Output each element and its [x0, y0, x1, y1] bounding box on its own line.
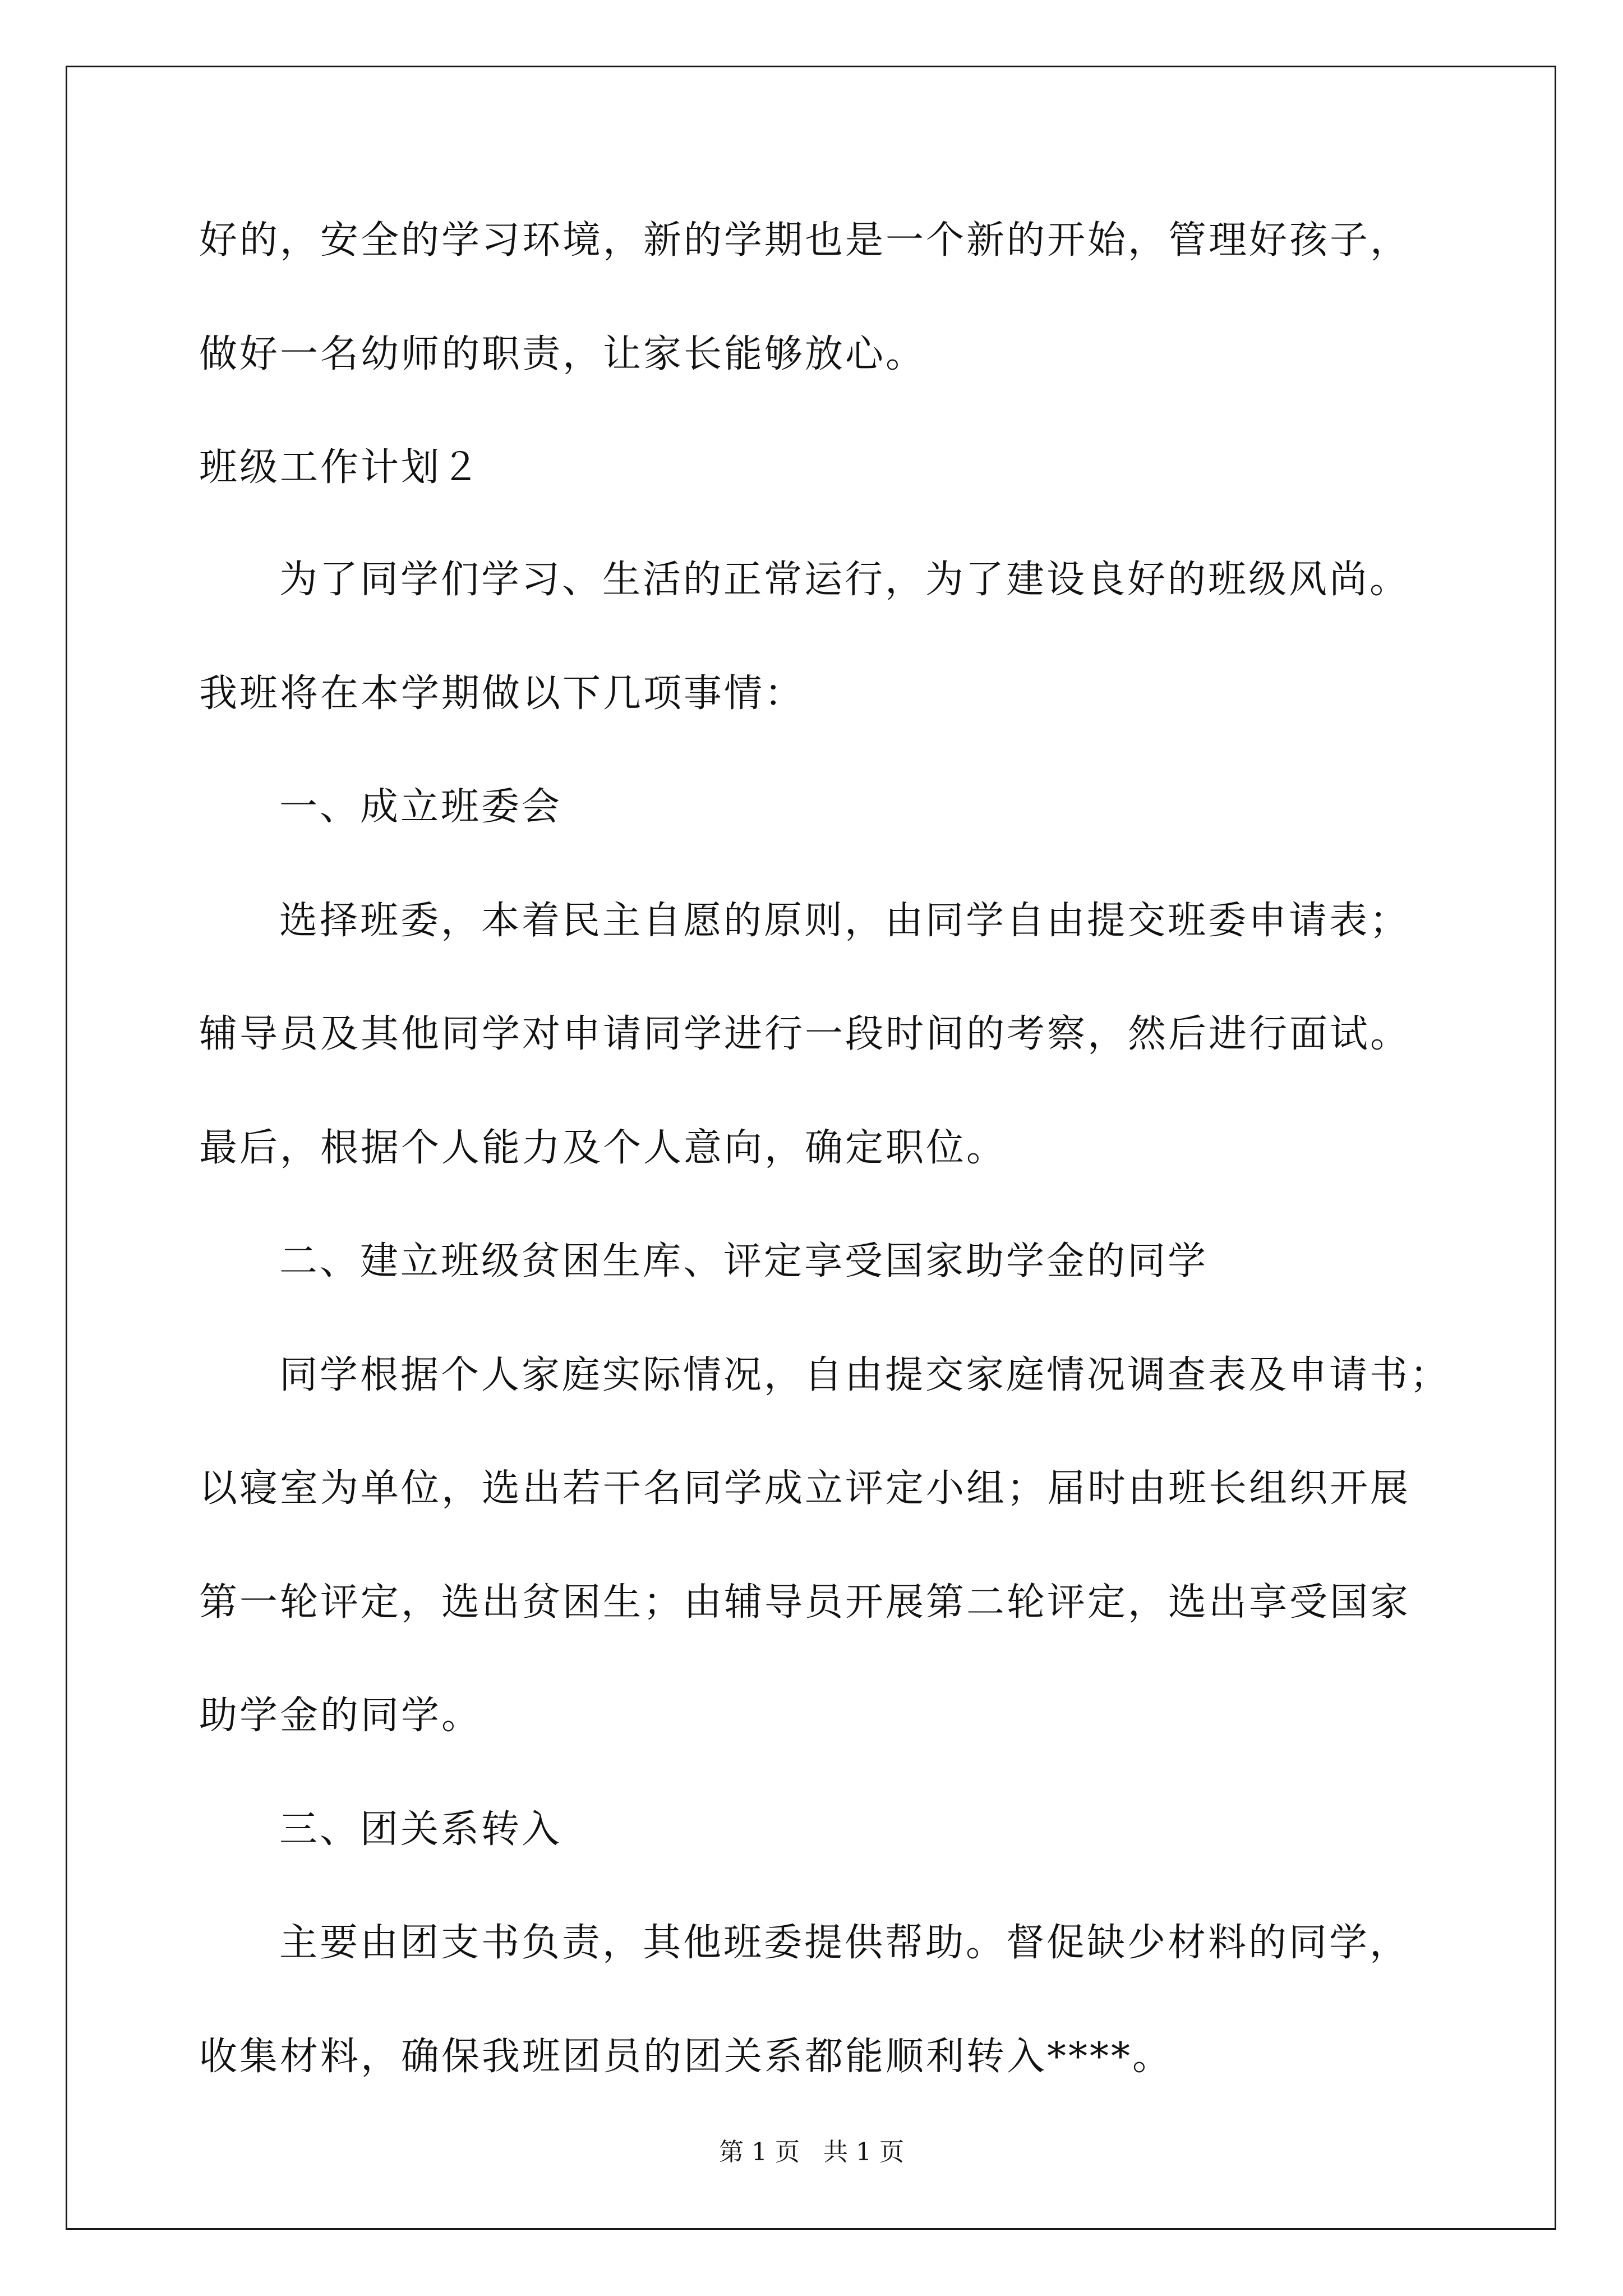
paragraph-line: 辅导员及其他同学对申请同学进行一段时间的考察，然后进行面试。: [199, 1012, 1411, 1056]
subheading: 二、建立班级贫困生库、评定享受国家助学金的同学: [279, 1239, 1209, 1283]
paragraph-line: 为了同学们学习、生活的正常运行，为了建设良好的班级风尚。: [279, 558, 1410, 602]
paragraph-line: 选择班委，本着民主自愿的原则，由同学自由提交班委申请表；: [279, 899, 1410, 943]
paragraph-line: 同学根据个人家庭实际情况，自由提交家庭情况调查表及申请书；: [279, 1353, 1451, 1397]
section-heading: 班级工作计划２: [199, 445, 482, 490]
subheading: 一、成立班委会: [279, 785, 562, 829]
paragraph-line: 主要由团支书负责，其他班委提供帮助。督促缺少材料的同学，: [279, 1921, 1410, 1965]
paragraph-line: 以寝室为单位，选出若干名同学成立评定小组；届时由班长组织开展: [199, 1466, 1411, 1511]
subheading: 三、团关系转入: [279, 1807, 562, 1852]
page-footer: 第 1 页 共 1 页: [719, 2138, 904, 2166]
paragraph-line: 我班将在本学期做以下几项事情：: [199, 671, 805, 716]
paragraph-line: 助学金的同学。: [199, 1694, 482, 1738]
paragraph-line: 第一轮评定，选出贫困生；由辅导员开展第二轮评定，选出享受国家: [199, 1580, 1411, 1625]
paragraph-line: 好的，安全的学习环境，新的学期也是一个新的开始，管理好孩子，: [199, 218, 1411, 263]
paragraph-line: 做好一名幼师的职责，让家长能够放心。: [199, 332, 926, 376]
paragraph-line: 最后，根据个人能力及个人意向，确定职位。: [199, 1126, 1007, 1170]
paragraph-line: 收集材料，确保我班团员的团关系都能顺利转入****。: [199, 2035, 1173, 2079]
